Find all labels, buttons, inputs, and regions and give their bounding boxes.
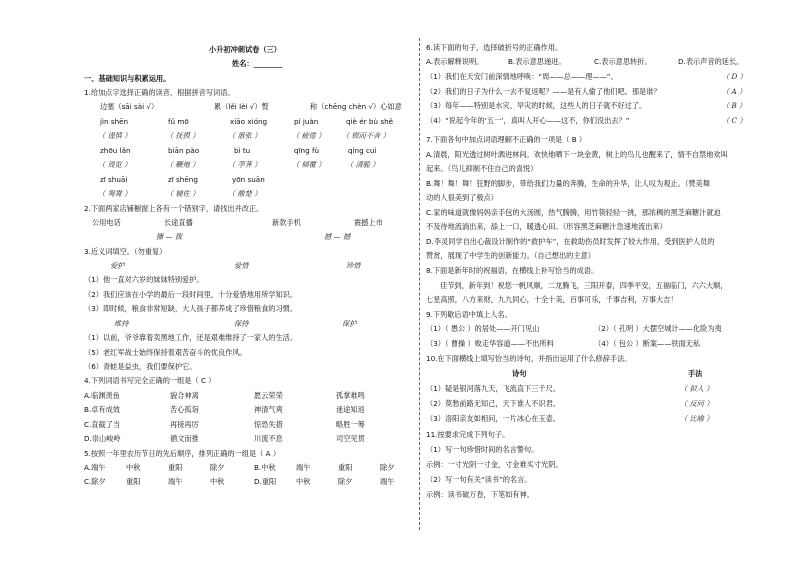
- q6-stem: 6.读下面的句子，选择破折号的正确作用。: [426, 43, 563, 52]
- item: （2）（ 孔明 ）大摆空城计——化险为夷: [594, 324, 722, 333]
- answer: （ A ）: [722, 87, 747, 96]
- word: 保持: [234, 319, 249, 328]
- page-title: 小升初冲刺试卷（三）: [209, 45, 281, 54]
- item: （2）莫愁前路无知己，天下谁人不识君。: [426, 399, 560, 408]
- option: 端午: [168, 477, 183, 486]
- q9-stem: 9.下列歇后语中填上人名。: [426, 310, 512, 319]
- option-line: 不及待地流淌出来，舔上一口，暖透心田。（形容黑芝麻糖汁急速地流出来）: [426, 222, 667, 231]
- answer: （ 倾覆 ）: [292, 160, 326, 169]
- q8-line2: 七星高照，八方来财，九九同心，十全十美，百事可乐，千事吉利，万事大吉！: [426, 295, 678, 304]
- answer: （ D ）: [722, 72, 747, 81]
- option: D.表示声音的延长。: [678, 57, 744, 66]
- sign: 公用电话: [92, 218, 121, 227]
- q8-line1: 佳节到，新年到！祝您一帆风顺，二龙腾飞，三阳开泰，四季平安，五福临门，六六大顺，: [440, 281, 728, 290]
- answer: （ 辅佐 ）: [166, 189, 200, 198]
- option-line: A.清晨，阳光透过树叶洒进林间。欢快地晒下一块金黄，树上的鸟儿也醒来了，情不自禁地欢叫: [426, 150, 728, 159]
- option-line: B.舞！舞！舞！狂野的脚步，带给我们力量的奔腾，生命的升华，让人叹为观止。（赞美舞: [426, 179, 710, 188]
- option: 重阳: [126, 477, 141, 486]
- option: C.直截了当: [84, 420, 121, 429]
- answer: （ 反问 ）: [680, 399, 714, 408]
- answer: （ 清脆 ）: [346, 160, 380, 169]
- option: 司空见贯: [336, 434, 365, 443]
- item: （4）“说起今年的‘五一’，真叫人开心——这不，你们没出去？”: [426, 116, 630, 125]
- q1-r1-2: 称（chēng chèn √）心如意: [310, 102, 402, 111]
- q4-stem: 4.下列词语书写完全正确的一组是（ C ）: [84, 376, 216, 385]
- option-line: 起来。（鸟儿抑制不住自己的喜悦）: [426, 164, 538, 173]
- pinyin: qīng fù: [294, 146, 320, 155]
- option: 除夕: [338, 477, 353, 486]
- pinyin: yōn suān: [232, 175, 265, 184]
- option-line: C.家的味道就像妈妈亲手包的大汤圆，热气腾腾，用竹筷轻轻一挑，那浓稠的黑芝麻糖汁就迫: [426, 208, 721, 217]
- word: 保护: [342, 319, 357, 328]
- option: 除夕: [210, 463, 225, 472]
- option: 迷途知返: [336, 405, 365, 414]
- pinyin: bì tu: [234, 146, 251, 155]
- column-header: 诗句: [512, 369, 527, 378]
- item: （4）（ 包公 ）断案——铁面无私: [594, 339, 701, 348]
- section-heading: 一、基础知识与积累运用。: [84, 74, 171, 83]
- option: 端午: [296, 463, 311, 472]
- q1-r1-1: 累（lěi lèi √）赘: [214, 102, 269, 111]
- pinyin: qíng cuì: [348, 146, 377, 155]
- option: 愿云荣荣: [254, 391, 283, 400]
- q5-stem: 5.按照一年里农历节日的先后顺序，排列正确的一组是（ A ）: [84, 449, 281, 458]
- sentence: （1）他一直对六岁的妹妹特别爱护。: [84, 275, 204, 284]
- option: C.除夕: [84, 477, 106, 486]
- answer: （ 疲倦 ）: [292, 131, 326, 140]
- option: 略胜一筹: [336, 420, 365, 429]
- answer: （ C ）: [722, 116, 747, 125]
- answer: （ 鞭炮 ）: [166, 160, 200, 169]
- sign: 震撼上市: [354, 218, 383, 227]
- pinyin: biān pào: [168, 146, 200, 155]
- sentence: （3）即时候，粮食非常短缺，大人孩子都养成了珍惜粮食的习惯。: [84, 304, 298, 313]
- pinyin: zī shuāi: [100, 175, 128, 184]
- answer: （ B ）: [722, 101, 747, 110]
- item: （1）（ 愚公 ）的居处——开门见山: [426, 324, 540, 333]
- answer: （ 嚣张 ）: [228, 131, 262, 140]
- option: 端午: [380, 477, 395, 486]
- pinyin: zhōu lǎn: [100, 146, 131, 155]
- answer: （ 比喻 ）: [680, 414, 714, 423]
- item: （2）我们的日子为什么一去不复返呢？——是有人偷了他们吧。那是谁？: [426, 87, 661, 96]
- option: 再接再厉: [170, 420, 199, 429]
- answer: 撼 — 撼: [324, 232, 351, 241]
- answer: （ 锲而不舍 ）: [342, 131, 390, 140]
- answer: （ 抚摸 ）: [166, 131, 200, 140]
- column-header: 手法: [688, 369, 703, 378]
- q3-stem: 3.近义词填空。（勿重复）: [84, 247, 167, 256]
- option: 苦心孤诣: [170, 405, 199, 414]
- q7-stem: 7.下面各句中加点词语理解不正确的一项是（ B ）: [426, 135, 587, 144]
- option: 中秋: [210, 477, 225, 486]
- q1-stem: 1.给加点字选择正确的读音，根据拼音写词语。: [84, 88, 235, 97]
- option: 重阳: [168, 463, 183, 472]
- answer: （ 周览 ）: [98, 160, 132, 169]
- q11-e2: 示例：读书破万卷，下笔如有神。: [426, 490, 534, 499]
- option: 循文而推: [170, 434, 199, 443]
- word: 爱惜: [234, 261, 249, 270]
- option: 孤掌难鸣: [336, 391, 365, 400]
- option: 中秋: [126, 463, 141, 472]
- pinyin: qiè ér bù shě: [346, 117, 394, 126]
- answer: 播 — 拨: [156, 232, 183, 241]
- sentence: （1）以前，爷爷靠着卖黑地工作，还是艰难维持了一家人的生活。: [84, 333, 298, 342]
- q8-stem: 8.下面是新年时的祝福语，在横线上补写恰当的成语。: [426, 266, 599, 275]
- option: 神清气爽: [254, 405, 283, 414]
- word: 爱护: [110, 261, 125, 270]
- name-label: 姓名：________: [232, 59, 283, 68]
- item: （1）疑是银河落九天，飞流直下三千尺。: [426, 384, 560, 393]
- item: （3）每年——特别是水灾、旱灾的时候，这些人的日子就不好过了。: [426, 101, 647, 110]
- item: （3）洛阳亲友如相问，一片冰心在玉壶。: [426, 414, 560, 423]
- option-line: 赞赏，展现了中学生的创新能力。（自己想出的主意）: [426, 251, 595, 260]
- option: B.中秋: [254, 463, 276, 472]
- word: 珍惜: [346, 261, 361, 270]
- sentence: （6）青蛙是益虫，我们要保护它。: [84, 362, 197, 371]
- q11-e1: 示例：一寸光阴一寸金，寸金难买寸光阴。: [426, 460, 563, 469]
- q11-stem: 11.按要求完成下列句子。: [426, 430, 510, 439]
- option: A.表示解释说明。: [426, 57, 484, 66]
- option: B.表示意思递进。: [508, 57, 566, 66]
- pinyin: jìn shēn: [100, 117, 129, 126]
- sentence: （2）我们应该在小学的最后一段时间里，十分爱惜地用所学知识。: [84, 290, 298, 299]
- answer: （ 荸荠 ）: [228, 160, 262, 169]
- option: 除夕: [380, 463, 395, 472]
- pinyin: pí juàn: [294, 117, 319, 126]
- q10-stem: 10.在下面横线上填写恰当的诗句，并指出运用了什么修辞手法。: [426, 354, 632, 363]
- option-line: D.李灵同学自出心裁设计制作的“救护车”，在救助伤员时发挥了较大作用，受到医护人员的: [426, 237, 715, 246]
- option: 川流不息: [254, 434, 283, 443]
- pinyin: zī shēng: [168, 175, 198, 184]
- item: （3）（ 曹操 ）败走华容道——不出所料: [426, 339, 554, 348]
- option: 中秋: [296, 477, 311, 486]
- item: （1）我们在天安门前深情地呼唤：“周——总——理——”。: [426, 72, 618, 81]
- option: A.端午: [84, 463, 106, 472]
- q11-p2: （2）写一句有关“读书”的名言。: [426, 475, 532, 484]
- right-column: [426, 0, 778, 562]
- column-divider: [419, 38, 420, 530]
- option: 貌合神离: [170, 391, 199, 400]
- option: A.临渊羡鱼: [84, 391, 120, 400]
- sign: 新款手机: [272, 218, 301, 227]
- option: D.崇山峻岭: [84, 434, 121, 443]
- answer: （ 拟人 ）: [680, 384, 714, 393]
- q11-p1: （1）写一句珍惜时间的名言警句。: [426, 445, 539, 454]
- q1-r1-0: 边塞（sāi sài √）: [100, 102, 159, 111]
- answer: （ 谨慎 ）: [98, 131, 132, 140]
- word: 维持: [114, 319, 129, 328]
- option: D.重阳: [254, 477, 277, 486]
- answer: （ 鸳鸯 ）: [98, 189, 132, 198]
- option: C.表示意思转折。: [594, 57, 652, 66]
- option: B.卓有成效: [84, 405, 120, 414]
- q2-stem: 2.下面两家店铺橱窗上各有一个错别字，请找出并改正。: [84, 204, 264, 213]
- pinyin: xiāo xióng: [230, 117, 268, 126]
- option: 重阳: [338, 463, 353, 472]
- answer: （ 酸楚 ）: [228, 189, 262, 198]
- sign: 长途直播: [164, 218, 193, 227]
- pinyin: fǔ mō: [168, 117, 189, 126]
- option-line: 动的人很美到了极点）: [426, 193, 498, 202]
- left-column: [84, 0, 414, 562]
- sentence: （5）老红军战士始终保持着艰苦奋斗的优良作风。: [84, 348, 247, 357]
- option: 惊恐失措: [254, 420, 283, 429]
